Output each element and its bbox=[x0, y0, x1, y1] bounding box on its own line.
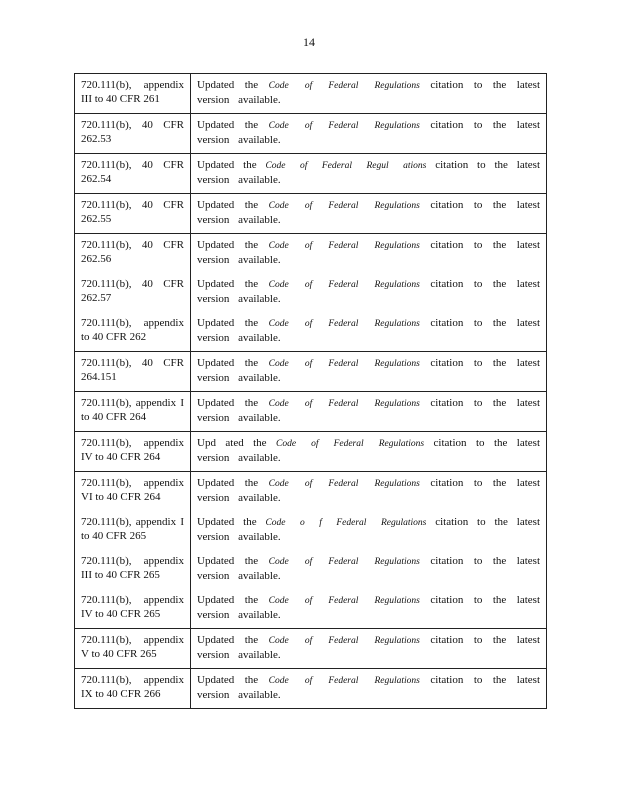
description-italic-title: Code of Federal Regulations bbox=[268, 636, 420, 646]
description-italic-title: Code of Federal Regulations bbox=[268, 359, 420, 369]
description-italic-title: Code of Federal Regulations bbox=[268, 121, 420, 131]
section-cell bbox=[75, 312, 191, 352]
description-italic-title: Code of Federal Regulations bbox=[268, 399, 420, 409]
description-prefix: Updated the bbox=[197, 159, 257, 171]
table-row bbox=[75, 74, 547, 114]
description-cell bbox=[191, 669, 547, 709]
amendments-table bbox=[74, 73, 547, 709]
table-row bbox=[75, 194, 547, 234]
description-text bbox=[197, 278, 540, 306]
section-cell bbox=[75, 472, 191, 512]
description-suffix: citation to the latest version available. bbox=[197, 317, 541, 344]
table-row bbox=[75, 273, 547, 312]
description-text bbox=[197, 199, 540, 227]
table-row bbox=[75, 154, 547, 194]
section-cell bbox=[75, 194, 191, 234]
description-suffix: citation to the latest version available. bbox=[197, 239, 541, 266]
description-italic-title: Code of Federal Regulations bbox=[268, 81, 420, 91]
description-cell bbox=[191, 432, 547, 472]
description-prefix: Updated the bbox=[197, 477, 259, 489]
description-prefix: Updated the bbox=[197, 516, 257, 528]
table-row bbox=[75, 312, 547, 352]
description-prefix: Updated the bbox=[197, 278, 259, 290]
section-reference: 720.111(b), appendix IV to 40 CFR 264 bbox=[81, 437, 184, 463]
description-italic-title: Code of Federal Regulations bbox=[268, 479, 420, 489]
table-row bbox=[75, 669, 547, 709]
table-row bbox=[75, 550, 547, 589]
description-cell bbox=[191, 352, 547, 392]
description-suffix: citation to the latest version available. bbox=[197, 594, 541, 621]
description-cell bbox=[191, 629, 547, 669]
section-cell bbox=[75, 550, 191, 589]
description-cell bbox=[191, 154, 547, 194]
description-suffix: citation to the latest version available. bbox=[197, 79, 541, 106]
description-italic-title: Code of Federal Regulations bbox=[268, 241, 420, 251]
description-italic-title: Code of Federal Regulations bbox=[268, 201, 420, 211]
description-suffix: citation to the latest version available. bbox=[197, 516, 541, 543]
section-reference: 720.111(b), 40 CFR 264.151 bbox=[81, 357, 184, 383]
table-row bbox=[75, 392, 547, 432]
section-cell bbox=[75, 234, 191, 274]
section-reference: 720.111(b), appendix IV to 40 CFR 265 bbox=[81, 594, 184, 620]
description-text bbox=[197, 437, 540, 465]
description-italic-title: Code of Federal Regulations bbox=[276, 439, 425, 449]
section-reference: 720.111(b), appendix I to 40 CFR 264 bbox=[81, 397, 184, 423]
description-cell bbox=[191, 114, 547, 154]
description-text bbox=[197, 674, 540, 702]
description-prefix: Updated the bbox=[197, 317, 259, 329]
description-text bbox=[197, 239, 540, 267]
description-text bbox=[197, 555, 540, 583]
description-suffix: citation to the latest version available. bbox=[197, 159, 541, 186]
description-italic-title: Code of Federal Regulations bbox=[268, 557, 420, 567]
description-prefix: Updated the bbox=[197, 555, 259, 567]
section-cell bbox=[75, 669, 191, 709]
description-suffix: citation to the latest version available. bbox=[197, 477, 541, 504]
description-prefix: Updated the bbox=[197, 199, 259, 211]
description-cell bbox=[191, 511, 547, 550]
description-text bbox=[197, 516, 540, 544]
section-reference: 720.111(b), appendix III to 40 CFR 261 bbox=[81, 79, 184, 105]
description-cell bbox=[191, 273, 547, 312]
section-cell bbox=[75, 154, 191, 194]
description-suffix: citation to the latest version available. bbox=[197, 437, 541, 464]
section-reference: 720.111(b), appendix V to 40 CFR 265 bbox=[81, 634, 184, 660]
description-cell bbox=[191, 312, 547, 352]
section-cell bbox=[75, 392, 191, 432]
description-suffix: citation to the latest version available. bbox=[197, 397, 541, 424]
section-reference: 720.111(b), appendix I to 40 CFR 265 bbox=[81, 516, 184, 542]
section-reference: 720.111(b), 40 CFR 262.57 bbox=[81, 278, 184, 304]
description-suffix: citation to the latest version available. bbox=[197, 357, 541, 384]
section-reference: 720.111(b), 40 CFR 262.53 bbox=[81, 119, 184, 145]
description-cell bbox=[191, 234, 547, 274]
description-cell bbox=[191, 74, 547, 114]
description-italic-title: Code of Federal Regulations bbox=[268, 676, 420, 686]
description-suffix: citation to the latest version available. bbox=[197, 634, 541, 661]
description-cell bbox=[191, 392, 547, 432]
description-text bbox=[197, 119, 540, 147]
description-italic-title: Code of Federal Regulations bbox=[268, 596, 420, 606]
table-row bbox=[75, 432, 547, 472]
description-suffix: citation to the latest version available. bbox=[197, 555, 541, 582]
description-suffix: citation to the latest version available. bbox=[197, 119, 541, 146]
page-number: 14 bbox=[303, 35, 315, 49]
section-reference: 720.111(b), appendix VI to 40 CFR 264 bbox=[81, 477, 184, 503]
description-prefix: Updated the bbox=[197, 634, 259, 646]
description-italic-title: Code of Federal Regulations bbox=[268, 319, 420, 329]
description-cell bbox=[191, 589, 547, 629]
description-italic-title: Code of Federal Regul ations bbox=[265, 161, 427, 171]
section-cell bbox=[75, 114, 191, 154]
section-reference: 720.111(b), appendix IX to 40 CFR 266 bbox=[81, 674, 184, 700]
description-text bbox=[197, 477, 540, 505]
description-italic-title: Code o f Federal Regulations bbox=[265, 518, 427, 528]
section-cell bbox=[75, 511, 191, 550]
description-text bbox=[197, 79, 540, 107]
table-row bbox=[75, 589, 547, 629]
section-cell bbox=[75, 432, 191, 472]
description-text bbox=[197, 159, 540, 187]
section-cell bbox=[75, 629, 191, 669]
description-prefix: Updated the bbox=[197, 239, 259, 251]
section-reference: 720.111(b), 40 CFR 262.54 bbox=[81, 159, 184, 185]
section-cell bbox=[75, 589, 191, 629]
section-reference: 720.111(b), appendix III to 40 CFR 265 bbox=[81, 555, 184, 581]
description-suffix: citation to the latest version available. bbox=[197, 278, 541, 305]
section-cell bbox=[75, 273, 191, 312]
section-cell bbox=[75, 352, 191, 392]
table-row bbox=[75, 234, 547, 274]
description-text bbox=[197, 397, 540, 425]
description-cell bbox=[191, 194, 547, 234]
section-reference: 720.111(b), 40 CFR 262.55 bbox=[81, 199, 184, 225]
table-row bbox=[75, 352, 547, 392]
section-reference: 720.111(b), appendix to 40 CFR 262 bbox=[81, 317, 184, 343]
description-text bbox=[197, 357, 540, 385]
description-prefix: Updated the bbox=[197, 594, 259, 606]
table-row bbox=[75, 472, 547, 512]
description-italic-title: Code of Federal Regulations bbox=[268, 280, 420, 290]
description-suffix: citation to the latest version available. bbox=[197, 199, 541, 226]
section-reference: 720.111(b), 40 CFR 262.56 bbox=[81, 239, 184, 265]
description-prefix: Updated the bbox=[197, 674, 259, 686]
description-prefix: Updated the bbox=[197, 357, 259, 369]
description-text bbox=[197, 634, 540, 662]
amendments-table-body bbox=[75, 74, 547, 709]
table-row bbox=[75, 511, 547, 550]
description-cell bbox=[191, 550, 547, 589]
description-prefix: Updated the bbox=[197, 79, 259, 91]
description-cell bbox=[191, 472, 547, 512]
description-prefix: Updated the bbox=[197, 119, 259, 131]
description-suffix: citation to the latest version available. bbox=[197, 674, 541, 701]
description-text bbox=[197, 317, 540, 345]
section-cell bbox=[75, 74, 191, 114]
table-row bbox=[75, 114, 547, 154]
table-row bbox=[75, 629, 547, 669]
description-text bbox=[197, 594, 540, 622]
description-prefix: Upd ated the bbox=[197, 437, 267, 449]
description-prefix: Updated the bbox=[197, 397, 259, 409]
